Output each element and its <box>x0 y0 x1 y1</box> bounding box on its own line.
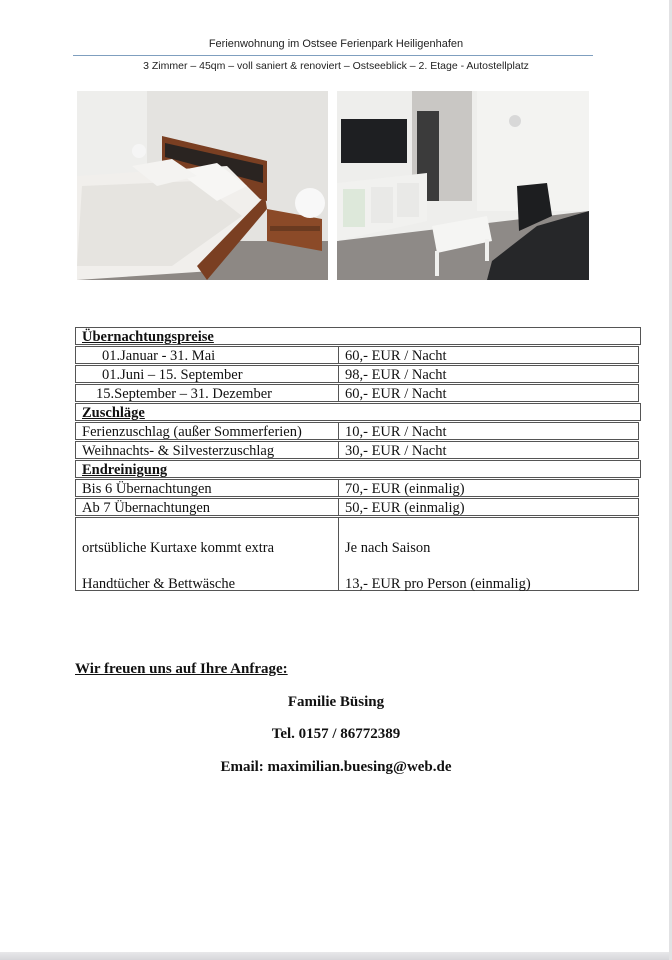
section-header <box>75 327 641 346</box>
price-cell: 10,- EUR / Nacht <box>338 422 639 440</box>
table-row <box>75 479 641 498</box>
price-cell: 60,- EUR / Nacht <box>338 346 639 364</box>
header-subtitle: 3 Zimmer – 45qm – voll saniert & renoviert – Ostseeblick – 2. Etage - Autostellplatz <box>143 60 529 72</box>
section-header <box>75 403 641 422</box>
label-cell: Ferienzuschlag (außer Sommerferien) <box>75 422 338 440</box>
linen-value: 13,- EUR pro Person (einmalig) <box>345 576 531 592</box>
section-title-nights: Übernachtungspreise <box>75 327 641 345</box>
label-cell: Bis 6 Übernachtungen <box>75 479 338 497</box>
linen-label: Handtücher & Bettwäsche <box>82 576 236 592</box>
price-cell: 30,- EUR / Nacht <box>338 441 639 459</box>
price-cell: 60,- EUR / Nacht <box>338 384 639 402</box>
period-cell: 01.Januar - 31. Mai <box>75 346 338 364</box>
table-row <box>75 441 641 460</box>
price-cell: 98,- EUR / Nacht <box>338 365 639 383</box>
price-table <box>75 327 641 591</box>
section-title-cleaning: Endreinigung <box>75 460 641 478</box>
living-room-photo <box>337 91 589 280</box>
extras-value-cell <box>338 517 639 591</box>
contact-heading: Wir freuen uns auf Ihre Anfrage: <box>75 661 288 677</box>
contact-family: Familie Büsing <box>287 694 385 710</box>
extras-label-cell <box>75 517 338 591</box>
tourist-tax-label: ortsübliche Kurtaxe kommt extra <box>82 540 275 556</box>
section-title-surcharges: Zuschläge <box>75 403 641 421</box>
table-row <box>75 384 641 403</box>
table-row <box>75 346 641 365</box>
header-title: Ferienwohnung im Ostsee Ferienpark Heiligenhafen <box>208 38 464 50</box>
price-cell: 50,- EUR (einmalig) <box>338 498 639 516</box>
living-room-illustration <box>337 91 589 280</box>
period-cell: 15.September – 31. Dezember <box>75 384 338 402</box>
bedroom-photo <box>77 91 328 280</box>
label-cell: Weihnachts- & Silvesterzuschlag <box>75 441 338 459</box>
header-rule <box>73 55 593 56</box>
extras-row <box>75 517 641 591</box>
table-row <box>75 422 641 441</box>
period-cell: 01.Juni – 15. September <box>75 365 338 383</box>
tourist-tax-value: Je nach Saison <box>345 540 431 556</box>
page-bottom-edge <box>0 952 672 960</box>
section-header <box>75 460 641 479</box>
contact-phone: Tel. 0157 / 86772389 <box>271 726 401 742</box>
bedroom-illustration <box>77 91 328 280</box>
price-cell: 70,- EUR (einmalig) <box>338 479 639 497</box>
table-row <box>75 498 641 517</box>
table-row <box>75 365 641 384</box>
contact-email: Email: maximilian.buesing@web.de <box>220 759 452 775</box>
label-cell: Ab 7 Übernachtungen <box>75 498 338 516</box>
